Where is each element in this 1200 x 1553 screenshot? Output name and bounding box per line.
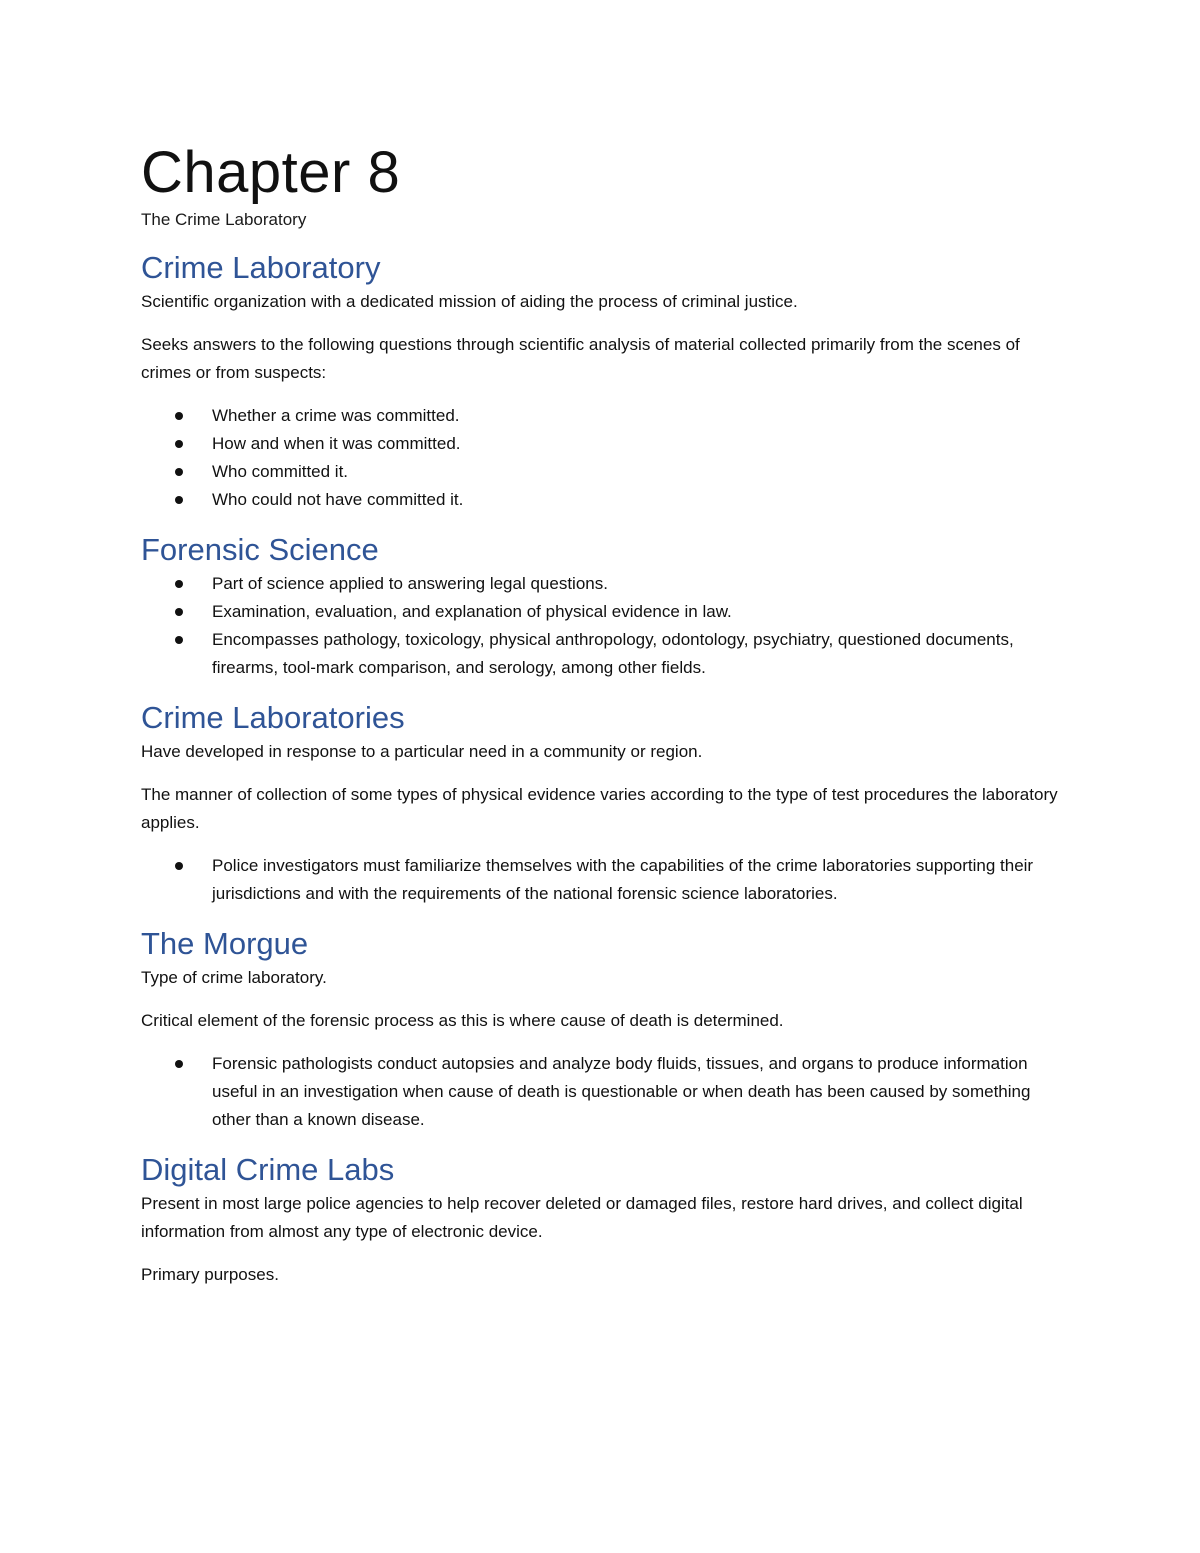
list-item [141, 626, 1061, 682]
list-item-text: Forensic pathologists conduct autopsies and analyze body fluids, tissues, and organs to produce information useful in an investigation when cause of death is questionable or when death has been caused by something other than a known disease. [212, 1054, 1031, 1129]
section-paragraph: Seeks answers to the following questions through scientific analysis of material collected primarily from the scenes of crimes or from suspects: [141, 335, 1020, 382]
section-paragraph: Type of crime laboratory. [141, 968, 327, 987]
section-heading: Crime Laboratory [141, 250, 381, 285]
section-paragraph: Scientific organization with a dedicated mission of aiding the process of criminal justice. [141, 292, 798, 311]
list-item [141, 402, 1061, 430]
list-item-text: Police investigators must familiarize themselves with the capabilities of the crime laboratories supporting their jurisdictions and with the requirements of the national forensic science laboratories. [212, 856, 1034, 903]
list-item [141, 598, 1061, 626]
list-item-text: Who could not have committed it. [212, 490, 464, 509]
bullet-list [141, 1050, 1061, 1134]
list-item-text: Whether a crime was committed. [212, 406, 460, 425]
section-crime-laboratories [141, 698, 1061, 908]
section-the-morgue [141, 924, 1061, 1134]
section-heading: The Morgue [141, 926, 309, 961]
list-item [141, 486, 1061, 514]
list-item [141, 430, 1061, 458]
section-paragraph: The manner of collection of some types of physical evidence varies according to the type of test procedures the laboratory applies. [141, 785, 1058, 832]
section-paragraph: Primary purposes. [141, 1265, 279, 1284]
list-item-text: Encompasses pathology, toxicology, physical anthropology, odontology, psychiatry, questioned documents, firearms, tool-mark comparison, and serology, among other fields. [212, 630, 1014, 677]
bullet-list [141, 852, 1061, 908]
section-crime-laboratory [141, 248, 1061, 514]
bullet-list [141, 570, 1061, 682]
document-subtitle: The Crime Laboratory [141, 210, 307, 229]
bullet-icon [175, 636, 183, 644]
document-title: Chapter 8 [141, 140, 401, 205]
list-item [141, 458, 1061, 486]
bullet-icon [175, 440, 183, 448]
list-item-text: How and when it was committed. [212, 434, 461, 453]
bullet-icon [175, 496, 183, 504]
list-item-text: Part of science applied to answering legal questions. [212, 574, 608, 593]
section-paragraph: Present in most large police agencies to help recover deleted or damaged files, restore hard drives, and collect digital information from almost any type of electronic device. [141, 1194, 1023, 1241]
list-item-text: Who committed it. [212, 462, 349, 481]
list-item [141, 852, 1061, 908]
bullet-icon [175, 468, 183, 476]
bullet-list [141, 402, 1061, 514]
bullet-icon [175, 608, 183, 616]
section-paragraph: Have developed in response to a particular need in a community or region. [141, 742, 703, 761]
list-item [141, 570, 1061, 598]
section-forensic-science [141, 530, 1061, 682]
document-page [141, 138, 1061, 1304]
section-heading: Crime Laboratories [141, 700, 405, 735]
section-heading: Forensic Science [141, 532, 379, 567]
bullet-icon [175, 862, 183, 870]
bullet-icon [175, 1060, 183, 1068]
section-paragraph: Critical element of the forensic process as this is where cause of death is determined. [141, 1011, 784, 1030]
section-heading: Digital Crime Labs [141, 1152, 395, 1187]
bullet-icon [175, 580, 183, 588]
bullet-icon [175, 412, 183, 420]
section-digital-crime-labs [141, 1150, 1061, 1289]
list-item [141, 1050, 1061, 1134]
list-item-text: Examination, evaluation, and explanation of physical evidence in law. [212, 602, 732, 621]
